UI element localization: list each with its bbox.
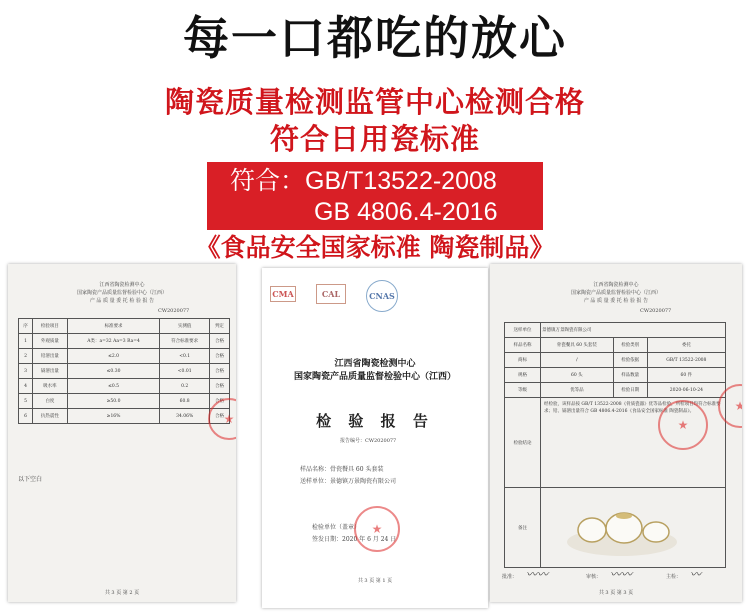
table-cell: 0.2 bbox=[160, 379, 210, 394]
table-cell: ≥50.0 bbox=[67, 394, 159, 409]
table-cell: 合格 bbox=[210, 379, 230, 394]
approver-label: 批准： bbox=[502, 574, 518, 580]
report-number: CW2020077 bbox=[158, 308, 190, 314]
table-cell: ≤2.0 bbox=[67, 349, 159, 364]
grade-cell: 优等品 bbox=[541, 383, 614, 398]
table-cell: <0.1 bbox=[160, 349, 210, 364]
table-cell: 符合标准要求 bbox=[160, 334, 210, 349]
client-cell: 景德镇万景陶瓷有限公司 bbox=[541, 323, 726, 338]
table-row: 送样单位 景德镇万景陶瓷有限公司 bbox=[505, 323, 726, 338]
table-cell: <0.01 bbox=[160, 364, 210, 379]
headline: 每一口都吃的放心 bbox=[183, 11, 567, 65]
table-row: 5 白度 ≥50.0 60.8 合格 bbox=[19, 394, 230, 409]
standard-code-1: 符合：GB/T13522-2008 bbox=[230, 167, 497, 195]
client-name: 送样单位：景德镇万景陶瓷有限公司 bbox=[300, 478, 397, 485]
table-row: 等级 优等品 检验日期 2020-06-10-24 bbox=[505, 383, 726, 398]
table-cell: 合格 bbox=[210, 364, 230, 379]
table-header-row: 序 检验项目 标准要求 实测值 判定 bbox=[19, 319, 230, 334]
report-number: CW2020077 bbox=[640, 308, 672, 314]
test-report-page-2 bbox=[8, 264, 236, 602]
test-results-table bbox=[18, 318, 230, 424]
table-cell: 白度 bbox=[33, 394, 68, 409]
food-safety-standard-title: 《食品安全国家标准 陶瓷制品》 bbox=[195, 233, 555, 262]
table-row: 2 铅溶出量 ≤2.0 <0.1 合格 bbox=[19, 349, 230, 364]
report-header-2: 国家陶瓷产品质量监督检验中心（江西） bbox=[76, 290, 167, 296]
quantity-cell: 60 头 bbox=[541, 368, 614, 383]
table-cell: 抗热震性 bbox=[33, 409, 68, 424]
page-number: 共 3 页 第 3 页 bbox=[598, 590, 634, 596]
red-seal-stamp bbox=[208, 398, 236, 440]
cma-logo: CMA bbox=[270, 286, 296, 302]
table-header: 标准要求 bbox=[67, 319, 159, 334]
remark-label: 备注 bbox=[505, 488, 541, 568]
inspector-signature: 〰 bbox=[690, 568, 701, 581]
conclusion-label: 检验结论 bbox=[505, 398, 541, 488]
table-row: 3 镉溶出量 ≤0.30 <0.01 合格 bbox=[19, 364, 230, 379]
issuing-unit: 检验单位（盖章） bbox=[312, 524, 361, 531]
tea-set-photo bbox=[562, 500, 682, 560]
report-header-2: 国家陶瓷产品质量监督检验中心（江西） bbox=[570, 290, 661, 296]
inspection-type-cell: 委托 bbox=[647, 338, 725, 353]
table-row: 1 外观质量 A类：a=32 Aa=3 Ra=4 符合标准要求 合格 bbox=[19, 334, 230, 349]
test-report-page-3 bbox=[490, 264, 742, 602]
report-header-1: 江西省陶瓷检测中心 bbox=[593, 282, 639, 288]
inspector-label: 主检： bbox=[666, 574, 682, 580]
test-report-cover bbox=[262, 268, 488, 608]
report-header-1: 江西省陶瓷检测中心 bbox=[99, 282, 145, 288]
reviewer-label: 审核： bbox=[586, 574, 602, 580]
table-cell: 镉溶出量 bbox=[33, 364, 68, 379]
conclusion-text: 经检验，该样品按 GB/T 13522-2008《骨质瓷器》优等品检验，所检项目均符合标准要求；铅、镉溶出量符合 GB 4806.4-2016《食品安全国家标准 陶瓷制品》。 bbox=[541, 398, 726, 488]
sample-cell: 骨瓷餐具 60 头套装 bbox=[541, 338, 614, 353]
inspection-passed-text: 陶瓷质量检测监管中心检测合格 bbox=[164, 85, 585, 119]
standard-cell: GB/T 13522-2008 bbox=[647, 353, 725, 368]
table-cell: 铅溶出量 bbox=[33, 349, 68, 364]
table-cell: ≤0.30 bbox=[67, 364, 159, 379]
red-seal-stamp bbox=[658, 400, 708, 450]
page-number: 共 3 页 第 2 页 bbox=[104, 590, 140, 596]
issue-date: 签发日期：2020 年 6 月 24 日 bbox=[312, 536, 397, 543]
table-row: 规格 60 头 样品数量 60 件 bbox=[505, 368, 726, 383]
table-row: 6 抗热震性 ≥16% 34.06% 合格 bbox=[19, 409, 230, 424]
table-row: 商标 / 检验依据 GB/T 13522-2008 bbox=[505, 353, 726, 368]
table-cell: 合格 bbox=[210, 334, 230, 349]
table-cell: A类：a=32 Aa=3 Ra=4 bbox=[67, 334, 159, 349]
standard-code-2: GB 4806.4-2016 bbox=[314, 198, 498, 226]
table-header: 检验项目 bbox=[33, 319, 68, 334]
date-cell: 2020-06-10-24 bbox=[647, 383, 725, 398]
table-row: 4 吸水率 ≤0.5 0.2 合格 bbox=[19, 379, 230, 394]
table-header: 判定 bbox=[210, 319, 230, 334]
sample-name: 样品名称：骨瓷餐具 60 头套装 bbox=[300, 466, 384, 473]
blank-below-note: 以下空白 bbox=[18, 476, 43, 483]
table-cell: 60.8 bbox=[160, 394, 210, 409]
reviewer-signature: 〰〰 bbox=[610, 568, 632, 581]
cal-logo: CAL bbox=[316, 284, 346, 304]
table-header: 实测值 bbox=[160, 319, 210, 334]
report-header-3: 产 品 质 量 委 托 检 验 报 告 bbox=[583, 298, 649, 304]
standard-compliance-text: 符合日用瓷标准 bbox=[269, 122, 480, 156]
cnas-logo: CNAS bbox=[366, 280, 398, 312]
table-cell: 34.06% bbox=[160, 409, 210, 424]
table-cell: 外观质量 bbox=[33, 334, 68, 349]
page-number: 共 3 页 第 1 页 bbox=[357, 578, 393, 584]
table-row: 样品名称 骨瓷餐具 60 头套装 检验类别 委托 bbox=[505, 338, 726, 353]
report-number: 报告编号：CW2020077 bbox=[340, 438, 397, 444]
table-cell: ≥16% bbox=[67, 409, 159, 424]
report-header-3: 产 品 质 量 委 托 检 验 报 告 bbox=[89, 298, 155, 304]
table-cell: ≤0.5 bbox=[67, 379, 159, 394]
lab-name: 江西省陶瓷检测中心 bbox=[334, 359, 416, 369]
center-name: 国家陶瓷产品质量监督检验中心（江西） bbox=[293, 372, 456, 382]
table-cell: 合格 bbox=[210, 409, 230, 424]
report-title: 检 验 报 告 bbox=[316, 412, 434, 430]
table-cell: 合格 bbox=[210, 394, 230, 409]
table-cell: 合格 bbox=[210, 349, 230, 364]
approver-signature: 〰〰 bbox=[526, 568, 548, 581]
table-cell: 吸水率 bbox=[33, 379, 68, 394]
red-seal-stamp bbox=[354, 506, 400, 552]
